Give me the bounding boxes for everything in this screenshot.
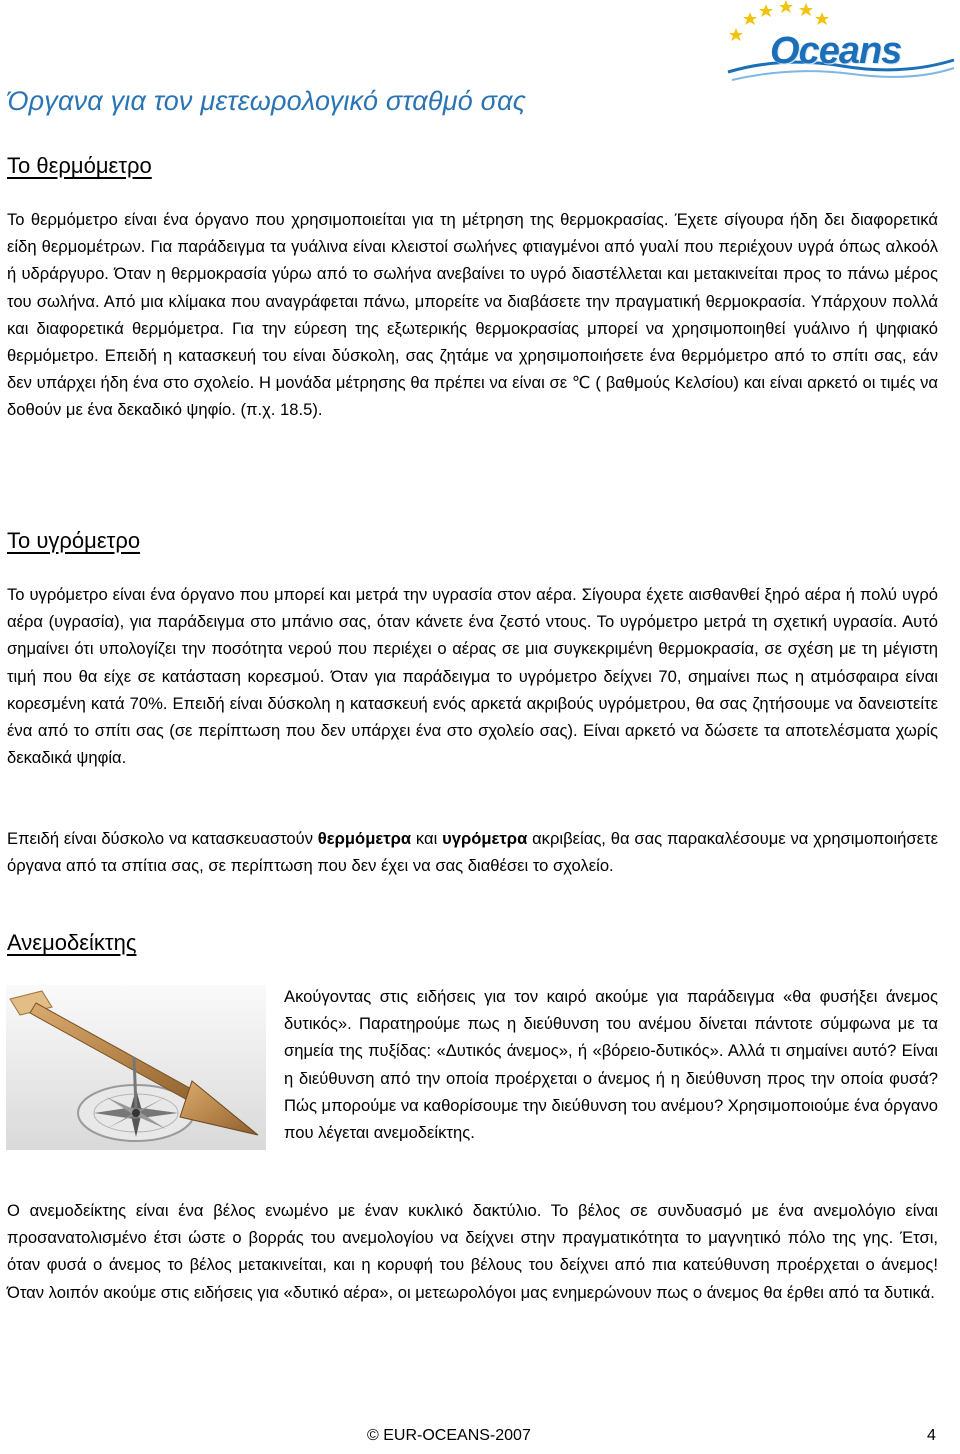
hygrometer-note-c: ακριβείας, θα σας παρακαλέσουμε να χρησιμοποιήσετε όργανα από τα σπίτια σας, σε περίπτωση που δεν έχει να σας διαθέσει το σχολείο. bbox=[7, 829, 938, 876]
anemometer-description-paragraph: Ο ανεμοδείκτης είναι ένα βέλος ενωμένο με έναν κυκλικό δακτύλιο. Το βέλος σε συνδυασμό με ένα ανεμολόγιο είναι προσανατολισμένο έτσι ώστε ο βορράς του ανεμολογίου να δείχνει στην πραγματικότητα το μαγνητικό πόλο της γης. Έτσι, όταν φυσά ο άνεμος το βέλος μετακινείται, και η κορυφή του βέλους του δείχνει από πια κατεύθυνση προέρχεται ο άνεμος! Όταν λοιπόν ακούμε στις ειδήσεις για «δυτικό αέρα», οι μετεωρολόγοι μας ενημερώνουν πως ο άνεμος θα έρθει από τα δυτικά. bbox=[7, 1201, 938, 1302]
hygrometer-note-paragraph bbox=[7, 825, 938, 879]
hygrometer-note-bold-thermometers: θερμόμετρα bbox=[317, 829, 412, 848]
logo-text: Oceans bbox=[770, 30, 902, 72]
anemometer-heading: Ανεμοδείκτης bbox=[7, 930, 137, 955]
page-number: 4 bbox=[927, 1427, 936, 1444]
hygrometer-paragraph: Το υγρόμετρο είναι ένα όργανο που μπορεί και μετρά την υγρασία στον αέρα. Σίγουρα έχετε αισθανθεί ξηρό αέρα ή πολύ υγρό αέρα (υγρασία), για παράδειγμα στο μπάνιο σας, όταν κάνετε ένα ζεστό ντους. Το υγρόμετρο μετρά τη σχετική υγρασία. Αυτό σημαίνει ότι υπολογίζει την ποσότητα νερού που περιέχει ο αέρας σε μια συγκεκριμένη θερμοκρασία, σε σχέση με τη μέγιστη τιμή που θα είχε σε κατάσταση κορεσμού. Όταν για παράδειγμα το υγρόμετρο δείχνει 70, σημαίνει πως η ατμόσφαιρα είναι κορεσμένη κατά 70%. Επειδή είναι δύσκολη η κατασκευή ενός αρκετά ακριβούς υγρόμετρου, θα σας ζητήσουμε να δανειστείτε ένα από το σπίτι σας (σε περίπτωση που δεν υπάρχει ένα στο σχολείο σας). Είναι αρκετό να δώσετε τα αποτελέσματα χωρίς δεκαδικά ψηφία. bbox=[7, 585, 938, 768]
hygrometer-note-bold-hygrometers: υγρόμετρα bbox=[442, 829, 528, 848]
hygrometer-heading: Το υγρόμετρο bbox=[7, 528, 141, 553]
wind-vane-figure bbox=[6, 985, 266, 1150]
thermometer-text-2: ( βαθμούς Κελσίου) και είναι αρκετό οι τιμές να δοθούν με ένα δεκαδικό ψηφίο. (π.χ. 18.5). bbox=[7, 373, 938, 420]
thermometer-text-1: Το θερμόμετρο είναι ένα όργανο που χρησιμοποιείται για τη μέτρηση της θερμοκρασίας. Έχετε σίγουρα ήδη δει διαφορετικά είδη θερμομέτρων. Για παράδειγμα τα γυάλινα είναι κλειστοί σωλήνες φτιαγμένοι από γυαλί που περιέχουν υγρά όπως αλκοόλ ή υδράργυρο. Όταν η θερμοκρασία γύρω από το σωλήνα ανεβαίνει το υγρό διαστέλλεται και μετακινείται προς το πάνω μέρος του σωλήνα. Από μια κλίμακα που αναγράφεται πάνω, μπορείτε να διαβάσετε την πραγματική θερμοκρασία. Υπάρχουν πολλά και διαφορετικά θερμόμετρα. Για την εύρεση της εξωτερικής θερμοκρασίας μπορεί να χρησιμοποιηθεί γυάλινο ή ψηφιακό θερμόμετρο. Επειδή η κατασκευή του είναι δύσκολη, σας ζητάμε να χρησιμοποιήσετε ένα θερμόμετρο από το σπίτι σας, εάν δεν υπάρχει ήδη ένα στο σχολείο. Η μονάδα μέτρησης θα πρέπει να είναι σε bbox=[7, 210, 938, 393]
thermometer-paragraph bbox=[7, 206, 938, 424]
anemometer-intro-paragraph: Ακούγοντας στις ειδήσεις για τον καιρό ακούμε για παράδειγμα «θα φυσήξει άνεμος δυτικός». Παρατηρούμε πως η διεύθυνση του ανέμου δίνεται πάντοτε σύμφωνα με τα σημεία της πυξίδας: «Δυτικός άνεμος», ή «βόρειο-δυτικός». Αλλά τι σημαίνει αυτό? Είναι η διεύθυνση από την οποία προέρχεται ο άνεμος ή η διεύθυνση προς την οποία φυσά? Πώς μπορούμε να καθορίσουμε την διεύθυνση του ανέμου? Χρησιμοποιούμε ένα όργανο που λέγεται ανεμοδείκτης. bbox=[284, 987, 938, 1143]
hygrometer-note-b: και bbox=[411, 829, 443, 848]
hygrometer-note-a: Επειδή είναι δύσκολο να κατασκευαστούν bbox=[7, 829, 318, 848]
thermometer-heading: Το θερμόμετρο bbox=[7, 153, 152, 178]
page-title: Όργανα για τον μετεωρολογικό σταθμό σας bbox=[7, 86, 527, 116]
celsius-unit-symbol: ℃ bbox=[571, 373, 591, 393]
footer-copyright: © EUR-OCEANS-2007 bbox=[367, 1427, 531, 1444]
eur-oceans-logo bbox=[722, 0, 958, 92]
